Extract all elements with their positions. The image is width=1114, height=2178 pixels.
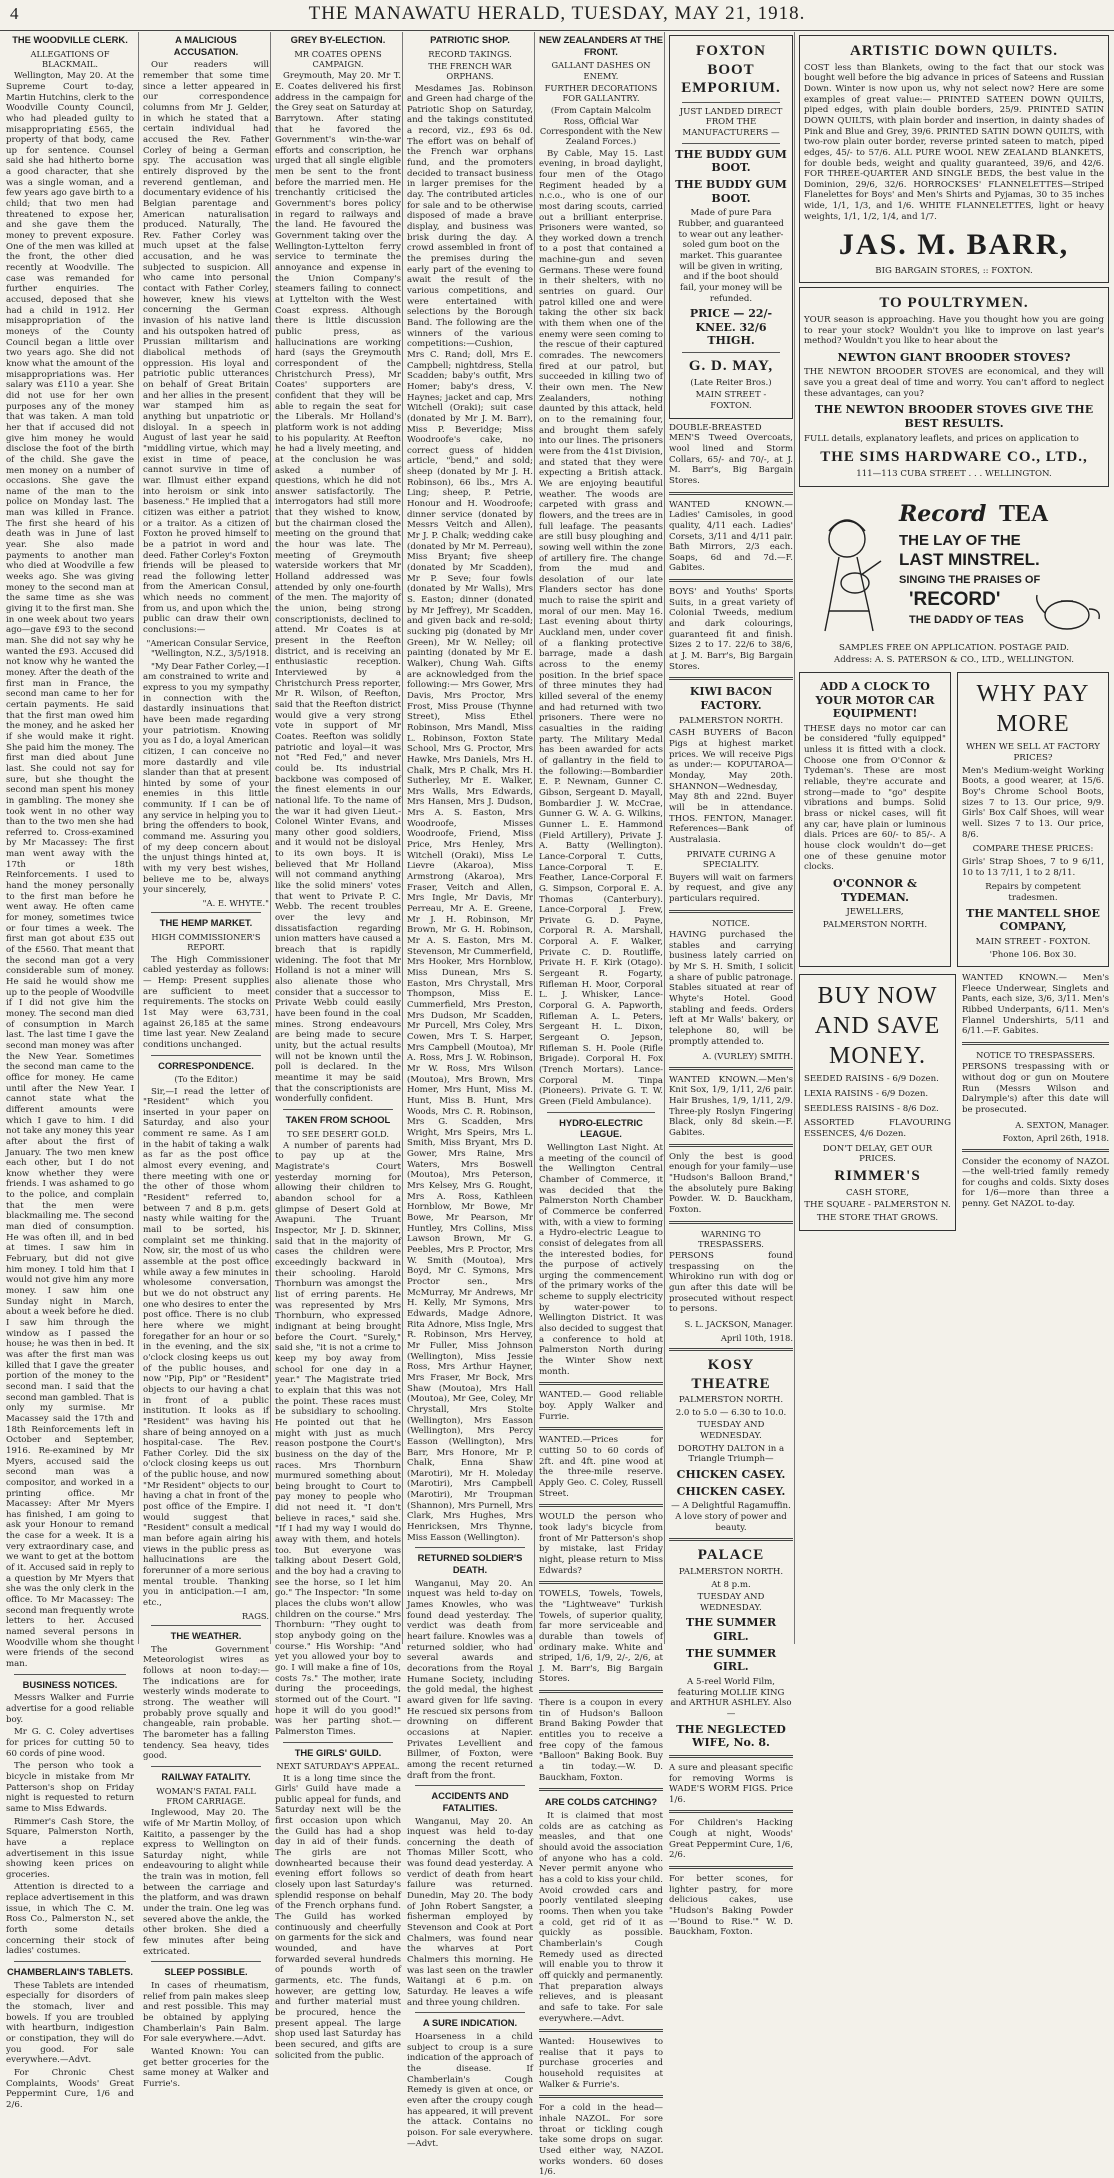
why-text: Men's Medium-weight Working Boots, a good wearer, at 15/6. Boy's Chrome School Boots, sizes 7 to 13. Our price, 9/9. Girls' Box Calf Shoes, will wear well. Sizes 7 to 13. Our price, 8/6. bbox=[962, 765, 1104, 840]
divider bbox=[151, 1961, 261, 1962]
business-notice: Mr G. C. Coley advertises for prices for cutting 50 to 60 cords of pine wood. bbox=[6, 1727, 134, 1759]
article-grey-body: Greymouth, May 20. Mr T. E. Coates delivered his first address in the campaign for the Grey seat on Saturday at Barrytown. After stating that he favored the Government's win-the-war efforts and conscription, he urged that all single eligible men be sent to the front before the married men. He trenchantly criticised the Government's bores policy in regard to railways and the land. He favoured the Government taking over the Wellington-Lyttelton ferry service to terminate the annoyance and expense in the Union Company's steamers failing to connect at Lyttelton with the West Coast express. Although there is little discussion public press, as hallucinations are working hard (says the Greymouth correspondent of the Christchurch Press), Mr Coates' supporters are confident that they will be able to regain the seat for the Liberals. Mr Holland's platform work is not adding to his popularity. At Reefton he had a lively meeting, and at the conclusion he was asked a number of questions, which he did not answer satisfactorily. The interrogators had still more that they wished to know, but the chairman closed the meeting on the ground that the hour was late. The meeting of Greymouth waterside workers that Mr Holland addressed was attended by only one-fourth of the men. The majority of the union, being strong conscriptionists, declined to attend. Mr Coates is at present in the Reefton district, and is receiving an enthusiastic reception. Interviewed by a Christchurch Press reporter, Mr R. Wilson, of Reefton, said that the Reefton district would give a very strong vote in support of Mr Coates. Reefton was solidly patriotic and loyal—it was not "Red Fed," and never could be. Its industrial backbone was composed of the finest elements in our national life. To the name of the war it had given Lieut.-Colonel Winter Evans, and many other good soldiers, and it would not be disloyal to its own boys. It is believed that Mr Holland will not command anything like the solid miners' votes that went to Private P. C. Webb. The recent troubles over the levy and dissatisfaction regarding union matters have caused a breach that is rapidly widening. The foot that Mr Holland is not a miner will also alienate those who consider that a successor to Private Webb could easily have been found in the coal mines. Strong endeavours are being made to secure unity, but the actual results will not be known until the poll is declared. In the meantime it may be said that the conscriptionists are wonderfully confident. bbox=[275, 71, 401, 1105]
consul-letter-signature: "A. E. WHYTE." bbox=[202, 898, 269, 909]
may-address: MAIN STREET - FOXTON. bbox=[695, 390, 767, 411]
poultry-title: TO POULTRYMEN. bbox=[879, 295, 1029, 312]
divider bbox=[539, 1581, 663, 1584]
article-soldier-body: Wanganui, May 20. An inquest was held to-day on James Knowles, who was found dead yesterday. The verdict was death from heart failure. Knowles was a returned soldier, who had several awards and decorations from the Royal Humane Society, including the gold medal, the highest award given for life saving. He rescued six persons from drowning on different occasions at Napier. Privates Levellient and Billmer, of Foxton, were among the recent returned draft from the front. bbox=[407, 1578, 533, 1781]
divider bbox=[669, 1221, 793, 1224]
ad-foxton-boot-emporium bbox=[669, 35, 793, 419]
clock-title: ADD A CLOCK TO YOUR MOTOR CAR EQUIPMENT! bbox=[815, 679, 935, 721]
raisin-price-value: - 8/6 Doz. bbox=[897, 1103, 939, 1114]
kiwi-bacon-text: CASH BUYERS of Bacon Pigs at highest market prices. We will receive Pigs as under:— KOPUTAROA—Monday, May 20th. SHANNON—Wednesday, May 8th and 22nd. Buyer will be in attendance. THOS. FENTON, Manager. References—Bank of Australasia. bbox=[669, 728, 793, 845]
barr-title: JAS. M. BARR, bbox=[838, 228, 1070, 262]
raisin-price bbox=[804, 1089, 951, 1100]
article-colds-body: It is claimed that most colds are as catching as measles, and that one should avoid the association of anyone who has a cold. Never permit anyone who has a cold to kiss your child. Avoid crowded cars and poorly ventilated sleeping rooms. Then when you take a cold, get rid of it as quickly as possible. Chamberlain's Cough Remedy used as directed will enable you to throw it off quickly and permanently. That preparation always relieves, and is pleasant and safe to take. For sale everywhere.—Advt. bbox=[539, 1811, 663, 2024]
divider bbox=[151, 1055, 261, 1056]
kosy-theatre-film: CHICKEN CASEY. bbox=[676, 1468, 786, 1482]
raisin-price bbox=[804, 1104, 951, 1115]
chest-complaints-ad: For Chronic Chest Complaints, Woods' Great Peppermint Cure, 1/6 and 2/6. bbox=[6, 2067, 134, 2110]
mantell-address: MAIN STREET - FOXTON. bbox=[975, 936, 1091, 947]
raisin-price-value: - 6/9 Dozen. bbox=[886, 1074, 939, 1085]
trespass-signature: S. L. JACKSON, Manager. bbox=[684, 1319, 793, 1330]
ad-knit-sox: WANTED KNOWN.—Men's Knit Sox, 1/9, 1/11, 2/6 pair. Hair Brushes, 1/9, 1/11, 2/9. Three-ply Roslyn Fingering Black, only 8d skein.—F. Gabites. bbox=[669, 1074, 793, 1138]
divider bbox=[682, 352, 780, 353]
ad-rimmers bbox=[799, 974, 956, 1230]
page-number: 4 bbox=[10, 4, 19, 23]
consul-letter-body: "My Dear Father Corley,—I am constrained to write and express to you my sympathy in connection with the dastardly insinuations that have been made regarding your patriotism. Knowing you as I do, a loyal American citizen, I can conceive no more dastardly and vile slander than that at present hinted by some of your enemies in this little community. If I can be of any service in helping you to bring the offenders to book, command me. Assuring you of my deep concern about the unjust things hinted at, with my very best wishes, believe me to be, always your sincerely, bbox=[143, 661, 269, 896]
trespass-date: April 10th, 1918. bbox=[720, 1332, 793, 1343]
tea-brand: Record bbox=[899, 500, 987, 527]
article-correspondence-body: Sir,—I read the letter of "Resident" which you inserted in your paper on Saturday, and also your comment re same. As I am in the habit of taking a walk as far as the post office almost every evening, and there meeting with one or the other of those whom "Resident" referred to, between 7 and 8 p.m. gets nasty while waiting for the mail to be sorted, his complaint set me thinking. Now, sir, the most of us who assemble at the post office while away a few minutes in wholesome conversation, but we do not obstruct any one who desires to enter the post office. There is no club here where we might foregather for an hour or so in the evening, and the six o'clock closing keeps us out of the public houses, and now "Pip, Pip" or "Resident" objects to our having a chat in front of a public institution. It looks as if "Resident" was having his share of being annoyed on a hospital-case. The Rev. Father Corley. Did the six o'clock closing keeps us out of the public house, and now "Mr Resident" objects to our having a chat in front of the post office of the Empire. I would suggest that "Resident" consult a medical man before again airing his views in the public press as hallucinations are the forerunner of a more serious mental trouble. Thanking you in anticipation.—I am, etc., bbox=[143, 1086, 269, 1609]
divider bbox=[151, 1766, 261, 1767]
headline-trespassers: WARNING TO TRESPASSERS. bbox=[698, 1228, 764, 1249]
palace-title: PALACE bbox=[697, 1547, 765, 1564]
ad-towels: TOWELS, Towels, Towels, the "Lightweave" Turkish Towels, of superior quality, far more serviceable and durable than towels of ordinary make. White and striped, 1/6, 1/9, 2/-, 2/6, at J. M. Barr's, Big Bargain Stores. bbox=[539, 1589, 663, 1685]
business-notice: Rimmer's Cash Store, the Square, Palmerston North, have a replace advertisement in this issue showing keen prices on groceries. bbox=[6, 1816, 134, 1880]
divider bbox=[539, 1690, 663, 1693]
rimmers-motto: THE STORE THAT GROWS. bbox=[816, 1212, 939, 1223]
divider bbox=[962, 1149, 1109, 1152]
sims-hardware-title: THE SIMS HARDWARE CO., LTD., bbox=[820, 449, 1088, 466]
article-nz-front-body: By Cable, May 15. Last evening, in broad daylight, four men of the Otago Regiment headed by a n.c.o., who is one of our most daring scouts, carried out a brilliant enterprise. Prisoners were wanted, so they worked down a trench to a post that contained a machine-gun and seven Germans. These were found in their shelters, with no sentries on guard. Our patrol killed one and were taking the other six back with them when one of the enemy were seen coming to the rescue of their captured comrades. The newcomers fired at our patrol, but succeeded in killing two of their own men. The New Zealanders, nothing daunted by this attack, held on to the remaining four, and brought them safely into our lines. The prisoners were from the 41st Division, and stated that they were expecting a British attack. We are enjoying beautiful weather. The woods are carpeted with grass and flowers, and the trees are in full leafage. The peasants are still busy ploughing and sowing well within the zone of artillery fire. The change from the mud and desolation of our late Flanders sector has done much to raise the spirit and moral of our men. May 16. Last evening about thirty Auckland men, under cover of a flanking protective barrage, made a dash across to the enemy position. In the brief space of three minutes they had killed several of the enemy and had returned with two prisoners. There were no casualties in the raiding party. The Military Medal has been awarded for acts of gallantry in the field to the following:—Bombardier E. P. Newnam, Gunner C. Gibson, Sergeant D. Mayall, Bombardier J. W. McCrae, Gunner G. W. A. G. Wilkins, Gunner L. E. Hammond (Field Artillery), Private J. A. Batty (Wellington). Lance-Corporal T. Cutts, Lance-Corporal T. E. Feather, Lance-Corporal F. G. Simpson, Corporal E. A. Thomas (Canterbury). Lance-Corporal J. Frew, Private G. D. Payne, Corporal R. A. Marshall, Corporal A. F. Walker, Private C. D. Routliffe, Private H. F. Kirk (Otago). Sergeant R. Fogarty, Rifleman H. Moor, Corporal L. J. Whisker, Lance-Corporal G. A. Papworth, Rifleman A. L. Peters, Sergeant H. L. Dixon, Sergeant O. Jepson, Rifleman S. H. Poole (Rifle Brigade). Corporal H. Fox (Trench Mortars). Lance-Corporal M. Tinpa (Pioneers). Private G. T. W. Green (Field Ambulance). bbox=[539, 148, 663, 1107]
divider bbox=[151, 912, 261, 913]
trespass-2-signature: A. SEXTON, Manager. bbox=[1015, 1119, 1109, 1130]
article-patriotic-body: Mesdames Jas. Robinson and Green had charge of the Patriotic Shop on Saturday, and the takings constituted a record, viz., £93 6s 0d. The effort was on behalf of the French war orphans fund, and the promoters decided to transact business in larger premises for the day. The contributed articles for sale and to be otherwise disposed of made a brave display, and business was brisk during the day. A crowd assembled in front of the premises during the early part of the evening to await the result of the various competitions, and were entertained with selections by the Borough Band. The following are the winners of the various competitions:—Cushion, Mrs C. Rand; doll, Mrs E. Campbell; nightdress, Stella Scadden; baby's outfit, Mrs Homer; baby's dress, V. Haynes; jacket and cap, Mrs Witchell (Oraki); suit case (donated by Mr J. M. Barr), Miss P. Beveridge; Miss Woodroofe's cake, no correct guess of hidden article, "bend," and sold; sheep (donated by Mr J. H. Robinson), 66 lbs., Mrs A. Ling; sheep, P. Petrie, Honour and H. Woodroofe; dinner service (donated by Messrs Veitch and Allen), Mr J. P. Chalk; wedding cake (donated by Mr M. Perreau), Miss Bryant; five sheep (donated by Mr Scadden), Mr P. Seve; four fowls (donated by Mr Walls), Mrs S. Easton; dinner (donated by Mr Jeffrey), Mr Scadden, and given back and re-sold; sucking pig (donated by Mr Green), Mr W. Nelley; oil painting (donated by Mr E. Walker), Chung Wah. Gifts are acknowledged from the following:— Mrs Gower, Mrs Davis, Mrs Proctor, Mrs Frost, Miss Prouse (Thynne Street), Miss Ethel Robinson, Mrs Mandl, Miss L. Robinson, Foxton State School, Mrs G. Proctor, Mrs Hawke, Mrs Daniels, Mrs H. Chalk, Mrs P. Chalk, Mrs H. Sutherley, Mr E. Walker, Mrs Walls, Mrs Edwards, Mrs Hansen, Mrs J. Dudson, Mrs A. S. Easton, Mrs Woodroofe, Misses Woodroofe, Friend, Miss Price, Mrs Henley, Mrs Witchell (Oraki), Miss Le Lievre (Akaroa), Miss Armstrong (Akaroa), Mrs Fraser, Veitch and Allen, Mrs Ingle, Mr Davis, Mr Perreau, Mr A. E. Greene, Mr J. H. Robinson, Mr Brown, Mr G. H. Robinson, Mr A. S. Easton, Mrs M. Stevenson, Mr Cummerfield, Mrs Hooker, Mrs Hornblow, Miss Dunean, Mrs S. Easton, Mrs Chrystall, Mrs Thompson, Miss E. Cummerfield, Mrs Preston, Mrs Dudson, Mr Scadden, Mr Purcell, Mrs Coley, Mrs Cowen, Mrs T. S. Harper, Mrs Campbell (Moutoa), Mr A. Ross, Mrs J. W. Robinson, Mr W. Ross, Mrs Wilson (Moutoa), Mrs Brown, Mrs Homer, Mrs Hunt, Miss M. Hunt, Miss B. Hunt, Mrs Woods, Mrs C. R. Robinson, Mrs G. Scadden, Mrs Wright, Mrs Speirs, Mrs L. Smith, Miss Bryant, Mrs D. Gower, Mrs Raine, Mrs Waters, Mrs Boswell (Moutoa), Mrs Peterson, Mrs Kelsey, Mrs G. Rought, Mrs A. Ross, Kathleen Hornblow, Mr Bowe, Mr Bowe, Mr Pearson, Mr Huntley, Mrs Collins, Miss Lawson Brown, Mr G. Peebles, Mrs P. Proctor, Mrs W. Smith (Moutoa), Mrs Boyd, Mr C. Symons, Mrs Proctor sen., Mrs McMurray, Mr Andrews, Mr H. Kelly, Mr Symons, Mrs Edwards, Madge Adnore, Rita Adnore, Miss Ingle, Mrs R. Robinson, Mrs Hervey, Mr Fuller, Miss Johnson (Wellington), Miss Jessie Ross, Mrs Arthur Hayner, Mrs Fraser, Mr Bock, Mrs Shaw (Moutoa), Mrs Hall (Moutoa), Mr Gee, Coley, Mr Chrystall, Mrs Stolte (Wellington), Mrs Easson (Wellington), Mrs Percy Easson (Wellington), Mrs Barr, Mrs Honore, Mr P. Chalk, Enna Shaw (Marotiri), Mr H. Moleday (Marotiri), Mrs Campbell (Marotiri), Mr Troupman (Shannon), Mrs Purnell, Mrs Clark, Mrs Hughes, Mrs Henricksen, Mrs Thynne, Miss Easson (Wellington). bbox=[407, 83, 533, 1543]
divider bbox=[539, 1427, 663, 1430]
palace-place: PALMERSTON NORTH. bbox=[678, 1566, 784, 1577]
consul-letter-heading: "American Consular Service, "Wellington, N.Z., 3/5/1918. bbox=[146, 637, 269, 659]
trespass-text: PERSONS found trespassing on the Whirokino run with dog or gun after this date will be prosecuted without respect to persons. bbox=[669, 1251, 793, 1315]
kiwi-bacon-wait: Buyers will wait on farmers by request, and give any particulars required. bbox=[669, 872, 793, 905]
raisin-item: SEEDED RAISINS bbox=[804, 1074, 884, 1085]
article-malicious-body: Our readers will remember that some time since a letter appeared in our correspondence columns from Mr J. Gelder, in which he stated that a certain individual had accused the Rev. Father Corley of being a German spy. The accusation was entirely disproved by the reverend gentleman, and documentary evidence of his Belgian parentage and American naturalisation produced. Naturally, The Rev. Father Corley was much upset at the false accusation, and he was subjected to suspicion. All who came into personal contact with Father Corley, however, knew his views concerning the German invasion of his native land and his outspoken hatred of Prussian militarism and diabolical methods of oppression. His loyal and patriotic public utterances on behalf of Great Britain and her allies in the present war stamped him as anything but unpatriotic or disloyal. In a speech in August of last year he said "middling virtue, which may exist in time of peace, cannot survive in time of war. Illmust either expand into heroism or sink into baseness." He implied that a citizen was either a patriot or a traitor. As a citizen of Foxton he proved himself to be a patriot in word and deed. Father Corley's Foxton friends will be pleased to read the following letter from the American Consul, which needs no comment from us, and upon which the public can draw their own conclusions:— bbox=[143, 60, 269, 636]
divider bbox=[669, 1538, 793, 1541]
headline-sure-indication: A SURE INDICATION. bbox=[422, 2017, 518, 2029]
divider bbox=[14, 1674, 126, 1675]
headline-sleep-possible: SLEEP POSSIBLE. bbox=[164, 1966, 248, 1978]
mantell-title: THE MANTELL SHOE COMPANY, bbox=[966, 906, 1100, 934]
may-late: (Late Reiter Bros.) bbox=[690, 377, 772, 388]
ad-overcoats: DOUBLE-BREASTED MEN'S Tweed Overcoats, wool lined and Storm Collars, 65/- and 70/-, at J. M. Barr's, Big Bargain Stores. bbox=[669, 422, 793, 486]
article-railway-body: Inglewood, May 20. The wife of Mr Martin Molloy, of Kaitito, a passenger by the express to Wellington on Saturday night, while endeavouring to alight while the train was in motion, fell between the carriage and the platform, and was drawn under the train. One leg was severed above the ankle, the other broken. She died a few minutes after being extricated. bbox=[143, 1808, 269, 1957]
subhead-war-orphans: THE FRENCH WAR ORPHANS. bbox=[428, 60, 512, 82]
divider bbox=[669, 677, 793, 680]
divider bbox=[669, 1866, 793, 1869]
ad-housewives: Wanted: Housewives to realise that it pays to purchase groceries and household requisites at Walker & Furrie's. bbox=[539, 2037, 663, 2090]
column-4 bbox=[402, 32, 535, 2149]
headline-railway-fatality: RAILWAY FATALITY. bbox=[161, 1770, 251, 1782]
record-tea-illustration bbox=[799, 491, 1109, 641]
subhead-decorations: FURTHER DECORATIONS FOR GALLANTRY. bbox=[544, 82, 658, 104]
tea-line-1: THE LAY OF THE bbox=[899, 531, 1021, 549]
article-woodville-body: Wellington, May 20. At the Supreme Court to-day, Martin Hutchins, clerk to the Woodville County Council, who had pleaded guilty to misappropriating £565, the property of that body, came up for sentence. Counsel said she had hitherto borne a good character, that she was a single woman, and a few years ago gave birth to a child; that two men had threatened to expose her, and she gave them the money to prevent exposure. One of the men was killed at the front, the other died recently at Woodville. The case was remanded for further enquiries. The accused, deposed that she had a child in 1912. Her misappropriation of the moneys of the County Council began a little over two years ago. She did not know what the amount of the misappropriations was. Her salary was £110 a year. She did not use for her own purposes any of the money that was taken. A man told her that if accused did not give him money he would disclose the foot of the birth of the child. She gave the men money on a number of occasions. She gave the name of the man to the police on Monday last. The man was killed in France. The first she heard of his death was in June of last year. She also made payments to another man who died at Woodville a few weeks ago. She was giving money to the second man at the same time as she was giving it to the first man. She in one week about two years ago—gave £93 to the second man. She did not say why he wanted the £93. Accused did not know why he wanted the money. After the death of the first man in France, the second man came to her for certain payments. He said that the first man owed him the money, and he asked her if she would make it right. She paid him the money. The first man died about June last. She could not say for sure, but she thought the second man spent his money in gambling. The money she took went in no other way than to the two men she had referred to. Cross-examined by Mr Macassey: The first man went away with the 17th or 18th Reinforcements. I used to hand the money personally to the first man before he went away. He often came for money, sometimes twice or four times a week. The first man got about £35 out of the £560. That meant that the second man got a very considerable sum of money. He said he would show me up to the people of Woodville if I did not give him the money. The second man died of consumption in March last. The last time I gave the second man money was after the New Year. Sometimes the second man came to the office for money. He came until after the New Year. I cannot state what the different amounts were which I gave to him. I did not take any money this year after about the first of January. The two men knew each other, but I do not know whether they were friends. I was ashamed to go to the police, and complain that the men were blackmailing me. The second man died of consumption. He was often ill, and in bed at times. I saw him in February, but did not give him money. I told him that I would not give him any more money. I saw him one Sunday night in March, about a week before he died. I saw him through the window as I passed the house; he was then in bed. It was after the first man was killed that I gave the greater portion of the money to the second man. I said that the second man gambled. That is only my surmise. Mr Macassey said the 17th and 18th Reinforcements left in October and September, 1916. Re-examined by Mr Myers, accused said the second man was a compositor, and worked in a printing office. Mr Macassey: After Mr Myers has finished, I am going to ask your Honour to remand the case for a week. It is a very extraordinary case, and we want to get at the bottom of it. Accused said in reply to a question by Mr Myers that she was the only clerk in the office. To Mr Macassey: The second man frequently wrote letters to her. Accused named several persons in Woodville whom she thought were friends of the second man. bbox=[6, 71, 134, 1669]
divider bbox=[539, 1382, 663, 1385]
why-repairs: Repairs by competent tradesmen. bbox=[985, 882, 1081, 903]
divider bbox=[669, 1810, 793, 1813]
divider bbox=[151, 1625, 261, 1626]
headline-weather: THE WEATHER. bbox=[170, 1630, 242, 1642]
divider bbox=[669, 1144, 793, 1147]
ad-motor-clock bbox=[799, 672, 951, 967]
boot-emporium-price: PRICE — 22/- KNEE. 32/6 THIGH. bbox=[689, 307, 773, 348]
headline-accidents: ACCIDENTS AND FATALITIES. bbox=[431, 1790, 509, 1813]
rimmers-address: THE SQUARE - PALMERSTON N. bbox=[804, 1200, 951, 1211]
article-accidents-body: Wanganui, May 20. An inquest was held to-day concerning the death of Thomas Miller Scott, who was found dead yesterday. A verdict of death from heart failure was returned. Dunedin, May 20. The body of John Robert Sangster, a fisherman employed by Stevenson and Cook at Port Chalmers, was found near the wharves at Port Chalmers this morning. He was last seen on the trawler Waitangi at 6 p.m. on Saturday. He leaves a wife and three young children. bbox=[407, 1816, 533, 2008]
clock-place: PALMERSTON NORTH. bbox=[822, 919, 928, 930]
kosy-theatre-film: CHICKEN CASEY. bbox=[676, 1484, 786, 1498]
subhead-allegations: ALLEGATIONS OF BLACKMAIL. bbox=[30, 48, 110, 69]
notice-stables-signature: A. (VURLEY) SMITH. bbox=[702, 1051, 793, 1062]
article-girls-guild-body: It is a long time since the Girls' Guild have made a public appeal for funds, and Saturday next will be the first occasion upon which the Guild has had a shop day in aid of their funds. The girls are not downhearted because their evening effort follows so closely upon last Saturday's splendid response on behalf of the French orphans fund. The Guild has worked continuously and cheerfully on garments for the sick and wounded, and have forwarded several hundreds of pounds worth of garments, etc. The funds, however, are getting low, and further material must be procured, hence the present appeal. The large shop used last Saturday has been secured, and gifts are solicited from the public. bbox=[275, 1773, 401, 2061]
ad-wanted-pine: WANTED.—Prices for cutting 50 to 60 cords of 2ft. and 4ft. pine wood at the three-mile reserve. Apply Geo. C. Coley, Russell Street. bbox=[539, 1435, 663, 1499]
newspaper-title: THE MANAWATU HERALD, TUESDAY, MAY 21, 1918. bbox=[308, 3, 806, 24]
masthead bbox=[0, 0, 1114, 31]
palace-film: THE SUMMER GIRL. bbox=[685, 1616, 777, 1644]
kiwi-bacon-curing: PRIVATE CURING A SPECIALITY. bbox=[686, 849, 776, 871]
ad-worm-figs: A sure and pleasant specific for removing Worms is WADE'S WORM FIGS. Price 1/6. bbox=[669, 1762, 793, 1805]
headline-notice: NOTICE. bbox=[712, 917, 750, 928]
ads-row bbox=[799, 669, 1109, 971]
headline-trespassers-2: NOTICE TO TRESPASSERS. bbox=[976, 1050, 1095, 1061]
subhead-to-editor: (To the Editor.) bbox=[174, 1074, 238, 1085]
clock-firm: O'CONNOR & TYDEMAN. bbox=[833, 876, 917, 904]
divider bbox=[283, 1742, 393, 1743]
business-notice: Attention is directed to a replace advertisement in this issue, in which The C. M. Ross Co., Palmerston N., set forth some details concerning their stock of ladies' costumes. bbox=[6, 1882, 134, 1957]
why-title: WHY PAY MORE bbox=[976, 680, 1090, 737]
trespass-2-date: Foxton, April 26th, 1918. bbox=[1002, 1133, 1109, 1144]
headline-chamberlains-tablets: CHAMBERLAIN'S TABLETS. bbox=[6, 1966, 133, 1978]
correspondence-signature: RAGS. bbox=[241, 1610, 269, 1621]
column-2 bbox=[138, 32, 271, 2089]
ads-row-bottom bbox=[799, 971, 1109, 1234]
divider bbox=[962, 1042, 1109, 1045]
subhead-saturday-appeal: NEXT SATURDAY'S APPEAL. bbox=[276, 1761, 400, 1772]
ad-why-pay-more bbox=[957, 672, 1109, 967]
column-1 bbox=[6, 32, 136, 2110]
ad-nazol-2: Consider the economy of NAZOL—the well-tried family remedy for coughs and colds. Sixty doses for 1/6—more than three a penny. Get NAZOL to-day. bbox=[962, 1156, 1109, 1210]
sims-hardware-address: 111—113 CUBA STREET . . . WELLINGTON. bbox=[856, 468, 1052, 479]
boot-emporium-landed: JUST LANDED DIRECT FROM THE MANUFACTURERS — bbox=[679, 106, 783, 139]
rimmers-subtitle: CASH STORE, bbox=[845, 1187, 910, 1198]
headline-new-zealanders-front: NEW ZEALANDERS AT THE FRONT. bbox=[539, 34, 663, 57]
article-school-body: A number of parents had to pay up at the Magistrate's Court yesterday morning for allowing their children to abandon school for a glimpse of Desert Gold at Awapuni. The Truant Inspector, Mr J. D. Skinner, said that in the majority of cases the children were exceedingly backward in their schooling. Harold Thornburn was amongst the list of erring parents. He was represented by Mrs Thornburn, who expressed indignant at being brought before the Court. "Surely," said she, "it is not a crime to keep my boy away from school for one day in a year." The Magistrate tried to explain that this was not the point. These races must be subsidiary to schooling. He pointed out that he might with just as much reason postpone the Court's business on the day of the races. Mrs Thornburn murmured something about being brought to Court to pay money to people who did not need it. "I don't believe in races," said she. "If I had my way I would do away with them, and hotels too. But everyone was talking about Desert Gold, and the boy had a craving to see the horse, so I let him go." The Inspector: "In some places the clubs won't allow children on the course." Mrs Thornburn: "They ought to stop anybody going on the course." His Worship: "And yet you allowed your boy to go. I will make a fine of 10s, costs 7s." The mother, irate during the proceedings, stormed out of the Court. "I hope it will do you good!" was her parting shot.—Palmerston Times. bbox=[275, 1140, 401, 1737]
ad-poultrymen bbox=[799, 287, 1109, 486]
tea-line-5: THE DADDY OF TEAS bbox=[909, 613, 1024, 626]
divider bbox=[669, 579, 793, 582]
divider bbox=[283, 1109, 393, 1110]
raisin-item: LEXIA RAISINS bbox=[804, 1089, 874, 1100]
divider bbox=[415, 2012, 525, 2013]
barr-subtitle: BIG BARGAIN STORES, :: FOXTON. bbox=[875, 265, 1033, 276]
clock-text: THESE days no motor car can be considered "fully equipped" unless it is fitted with a clock. Choose one from O'Connor & Tydeman's. These are most reliable, they're accurate and strong—made to "go" despite vibrations and bumps. Solid brass or nickel cases, will fit any car, have plain or luminous dials. Prices are 60/- to 85/-. A house clock wouldn't do—get one of these genuine motor clocks. bbox=[804, 723, 946, 873]
why-compare: COMPARE THESE PRICES: bbox=[972, 844, 1094, 855]
why-strap: Girls' Strap Shoes, 7 to 9 6/11, 10 to 13 7/11, 1 to 2 8/11. bbox=[962, 856, 1104, 878]
kosy-theatre-days: TUESDAY AND WEDNESDAY. bbox=[697, 1420, 765, 1442]
divider bbox=[669, 1755, 793, 1758]
quilts-text: COST less than Blankets, owing to the fact that our stock was bought well before the big advance in prices of Sateens and Russian Down. Winter is now upon us, why not select now? Here are some examples of great value:— PRINTED SATEEN DOWN QUILTS, piped edges, with plain double borders, 25/9. PRINTED SATIN DOWN QUILTS, with plain border and insertion, in dainty shades of Pink and Blue and Grey, 39/6. PRINTED SATIN DOWN QUILTS, with two-row plain outer border, reverse printed sateen to match, piped edges, 45/- to 57/6. ALL PURE WOOL NEW ZEALAND BLANKETS, for double beds, weight and quality guaranteed, 39/6, and 42/6. FOR THREE-QUARTER AND SINGLE BEDS, the best value in the Dominion, 29/6, 32/6. HORROCKSES' FLANNELETTES—Striped Flanelettes for Boys' and Men's Shirts and Pyjamas, 30 to 35 inches wide, 1/1, 1/3, and 1/6. WHITE FLANNELETTES, light or heavy weights, 1/1, 1/2, 1/4, and 1/7. bbox=[804, 62, 1104, 222]
subhead-hemp: HIGH COMMISSIONER'S REPORT. bbox=[151, 932, 261, 953]
kosy-theatre-star: DOROTHY DALTON in a Triangle Triumph— bbox=[677, 1443, 785, 1465]
teapot-icon bbox=[1037, 595, 1100, 629]
ad-nazol: For a cold in the head—inhale NAZOL. For sore throat or tickling cough take some drops on sugar. Used either way, NAZOL works wonders. 60 doses 1/6. bbox=[539, 2103, 663, 2178]
headline-malicious-accusation: A MALICIOUS ACCUSATION. bbox=[173, 34, 239, 57]
boot-emporium-product: THE BUDDY GUM BOOT. bbox=[675, 178, 787, 205]
ad-wanted-boy: WANTED.— Good reliable boy. Apply Walker and Furrie. bbox=[539, 1390, 663, 1422]
ad-bicycle: WOULD the person who took lady's bicycle from front of Mr Patterson's shop by mistake, last Friday night, please return to Miss Edwards? bbox=[539, 1512, 663, 1576]
kosy-theatre-title: KOSY THEATRE bbox=[691, 1356, 771, 1392]
business-notice: The person who took a bicycle in mistake from Mr Patterson's shop on Friday night is requested to return same to Miss Edwards. bbox=[6, 1761, 134, 1814]
headline-hydro-electric: HYDRO-ELECTRIC LEAGUE. bbox=[559, 1116, 643, 1140]
divider bbox=[682, 143, 780, 144]
headline-taken-from-school: TAKEN FROM SCHOOL bbox=[285, 1113, 391, 1125]
mantell-phone: 'Phone 106. Box 30. bbox=[989, 949, 1077, 960]
tea-line-2: LAST MINSTREL. bbox=[899, 549, 1040, 569]
kiwi-bacon-title: KIWI BACON FACTORY. bbox=[689, 685, 773, 712]
palace-film: THE SUMMER GIRL. bbox=[685, 1646, 777, 1674]
article-weather-body: The Government Meteorologist wires as follows at noon to-day:— The indications are for westerly winds moderate to strong. The weather will probably prove squally and changeable, rain probable. The barometer has a falling tendency. Sea heavy, tides good. bbox=[143, 1644, 269, 1762]
divider bbox=[547, 1112, 655, 1113]
headline-grey-by-election: GREY BY-ELECTION. bbox=[290, 34, 386, 45]
article-hydro-body: Wellington Last Night. At a meeting of the council of the Wellington Central Chamber of Commerce, it was decided that the Palmerston North Chamber of Commerce be conferred with, with a view to forming a Hydro-electric League to consist of delegates from all the interested bodies, for the purpose of actively urging the commencement of the primary works of the scheme to supply electricity by water-power to Wellington District. It was also decided to suggest that a conference to hold at Palmerston North during the Winter Show next month. bbox=[539, 1142, 663, 1377]
palace-film: THE NEGLECTED WIFE, No. 8. bbox=[676, 1722, 786, 1750]
headline-soldiers-death: RETURNED SOLDIER'S DEATH. bbox=[417, 1552, 523, 1576]
column-7 bbox=[794, 32, 1109, 1644]
headline-business-notices: BUSINESS NOTICES. bbox=[22, 1678, 118, 1690]
rimmers-title: RIMMER'S bbox=[834, 1168, 921, 1184]
column-5 bbox=[534, 32, 665, 2178]
headline-colds-catching: ARE COLDS CATCHING? bbox=[544, 1796, 658, 1808]
divider bbox=[539, 2095, 663, 2098]
subhead-correspondent: (From Captain Malcolm Ross, Official War Correspondent with the New Zealand Forces.) bbox=[539, 105, 663, 147]
may-name: G. D. MAY, bbox=[688, 358, 774, 375]
minstrel-figure bbox=[825, 520, 881, 631]
divider bbox=[415, 1547, 525, 1548]
boot-emporium-title: FOXTON BOOT EMPORIUM. bbox=[681, 43, 781, 97]
divider bbox=[14, 1961, 126, 1962]
poultry-text: YOUR season is approaching. Have you thought how you are going to rear your stock? Wouldn't you like to improve on last year's method? Wouldn't you like to hear about the bbox=[804, 314, 1104, 347]
ad-scones: For better scones, for lighter pastry, for more delicious cakes, use "Hudson's Baking Powder—'Bound to Rise.'" W. D. Bauckham, Foxton. bbox=[669, 1874, 793, 1938]
ad-coupon: There is a coupon in every tin of Hudson's Balloon Brand Baking Powder that entitles you to receive a free copy of the famous "Balloon" Baking Book. Buy a tin today.—W. D. Bauckham, Foxton. bbox=[539, 1698, 663, 1783]
headline-correspondence: CORRESPONDENCE. bbox=[158, 1059, 254, 1071]
palace-days: TUESDAY AND WEDNESDAY. bbox=[697, 1592, 765, 1613]
subhead-desert-gold: TO SEE DESERT GOLD. bbox=[286, 1128, 390, 1139]
ad-hudson-powder: Only the best is good enough for your family—use "Hudson's Balloon Brand," the absolutely pure Baking Powder. W. D. Bauckham, Foxton. bbox=[669, 1151, 793, 1215]
article-hemp-body: The High Commissioner cabled yesterday as follows:— Hemp: Present supplies are sufficient to meet requirements. The stocks on 1st May were 63,731, against 26,185 at the same time last year. New Zealand conditions unchanged. bbox=[143, 954, 269, 1050]
trespass-2-text: PERSONS trespassing with or without dog or gun on Moutere Run (Messrs Wilson and Dalrymple's) after this date will be prosecuted. bbox=[962, 1062, 1109, 1115]
boot-emporium-description: Made of pure Para Rubber, and guaranteed to wear out any leather-soled gum boot on the market. This guarantee will be given in writing, and if the boot should fail, your money will be refunded. bbox=[678, 208, 784, 304]
subhead-coates: MR COATES OPENS CAMPAIGN. bbox=[294, 48, 382, 69]
article-chamberlains-body: These Tablets are intended especially for disorders of the stomach, liver and bowels. If you are troubled with heartburn, indigestion or constipation, they will do you good. For sale everywhere.—Advt. bbox=[6, 1980, 134, 2066]
divider bbox=[539, 1788, 663, 1791]
divider bbox=[539, 1504, 663, 1507]
ad-fleece-underwear: WANTED KNOWN.— Men's Fleece Underwear, Singlets and Pants, each size, 3/6, 3/11. Men's Ribbed Underpants, 6/11. Men's Flannel Undershirts, 5/11 and 6/11.—F. Gabites. bbox=[962, 973, 1109, 1037]
ad-artistic-quilts bbox=[799, 35, 1109, 283]
tea-address: Address: A. S. PATERSON & CO., LTD., WELLINGTON. bbox=[834, 655, 1074, 666]
clock-jewellers: JEWELLERS, bbox=[846, 907, 904, 918]
notice-stables-text: HAVING purchased the stables and carrying business lately carried on by Mr S. H. Smith, I solicit a share of public patronage. Stables situated at rear of Whyte's Hotel. Good stabling and feeds. Orders left at Mr Walls' bakery, or telephone 80, will be promptly attended to. bbox=[669, 930, 793, 1047]
tea-samples: SAMPLES FREE ON APPLICATION. POSTAGE PAID. bbox=[838, 642, 1070, 653]
column-3 bbox=[270, 32, 403, 2061]
ads-stack bbox=[962, 971, 1109, 1234]
kosy-theatre-description: — A Delightful Ragamuffin. A love story of power and beauty. bbox=[671, 1501, 791, 1533]
ad-hacking-cough: For Children's Hacking Cough at night, Woods' Great Peppermint Cure, 1/6, 2/6. bbox=[669, 1818, 793, 1861]
subhead-gallant-dashes: GALLANT DASHES ON ENEMY. bbox=[551, 60, 651, 81]
divider bbox=[669, 1067, 793, 1070]
kosy-theatre-place: PALMERSTON NORTH. bbox=[678, 1395, 784, 1406]
ad-camisoles: WANTED KNOWN.— Ladies' Camisoles, in good quality, 4/11 each. Ladies' Corsets, 3/11 and 4/11 pair. Bath Mirrors, 2/3 each. Soaps, 6d and 7d.—F. Gabites. bbox=[669, 499, 793, 574]
kiwi-bacon-place: PALMERSTON NORTH. bbox=[678, 715, 784, 726]
palace-time: At 8 p.m. bbox=[711, 1579, 751, 1590]
poultry-text-3: FULL details, explanatory leaflets, and prices on application to bbox=[804, 433, 1079, 444]
palace-description: A 5-reel World Film, featuring MOLLIE KING and ARTHUR ASHLEY. Also— bbox=[670, 1676, 792, 1719]
boot-emporium-product: THE BUDDY GUM BOOT. bbox=[675, 147, 787, 175]
divider bbox=[539, 2029, 663, 2032]
tea-word: TEA bbox=[999, 500, 1049, 527]
raisin-item: SEEDLESS RAISINS bbox=[804, 1103, 895, 1114]
headline-girls-guild: THE GIRLS' GUILD. bbox=[294, 1746, 382, 1758]
ad-sports-suits: BOYS' and Youths' Sports Suits, in a great variety of Colonial Tweeds, medium and dark colourings, guaranteed fit and finish. Sizes 2 to 17. 22/6 to 38/6, at J. M. Barr's, Big Bargain Stores. bbox=[669, 587, 793, 672]
groceries-notice: Wanted Known: You can get better groceries for the same money at Walker and Furrie's. bbox=[143, 2046, 269, 2089]
divider bbox=[669, 492, 793, 495]
subhead-record-takings: RECORD TAKINGS. bbox=[428, 48, 512, 59]
raisin-price-value: - 6/9 Dozen. bbox=[875, 1089, 929, 1100]
divider bbox=[669, 910, 793, 913]
subhead-railway: WOMAN'S FATAL FALL FROM CARRIAGE. bbox=[156, 1785, 256, 1806]
article-indication-body: Hoarseness in a child subject to croup is a sure indication of the approach of the disease. If Chamberlain's Cough Remedy is given at once, or even after the croupy cough has appeared, it will prevent the attack. Contains no poison. For sale everywhere.—Advt. bbox=[407, 2031, 533, 2149]
dont-delay: DON'T DELAY, GET OUR PRICES. bbox=[822, 1143, 933, 1165]
divider bbox=[669, 1348, 793, 1351]
poultry-product-2: THE NEWTON BROODER STOVES GIVE THE BEST RESULTS. bbox=[814, 403, 1094, 431]
business-notice: Messrs Walker and Furrie advertise for a good reliable boy. bbox=[6, 1693, 134, 1725]
kosy-theatre-times: 2.0 to 5.0 — 6.30 to 10.0. bbox=[675, 1407, 787, 1418]
poultry-product: NEWTON GIANT BROODER STOVES? bbox=[837, 350, 1071, 364]
quilts-title: ARTISTIC DOWN QUILTS. bbox=[850, 43, 1058, 59]
divider bbox=[415, 1785, 525, 1786]
ad-record-tea bbox=[799, 491, 1109, 666]
column-6 bbox=[664, 32, 795, 1938]
raisin-price bbox=[804, 1074, 951, 1085]
headline-patriotic-shop: PATRIOTIC SHOP. bbox=[430, 34, 510, 45]
buy-title: BUY NOW AND SAVE MONEY. bbox=[814, 983, 941, 1069]
tea-line-3: SINGING THE PRAISES OF bbox=[899, 573, 1041, 586]
why-subtitle: WHEN WE SELL AT FACTORY PRICES? bbox=[966, 742, 1100, 764]
poultry-text-2: THE NEWTON BROODER STOVES are economical, and they will save you a great deal of time and worry. You can't afford to neglect these advantages, can you? bbox=[804, 367, 1104, 399]
divider bbox=[682, 102, 780, 103]
tea-line-4: 'RECORD' bbox=[909, 588, 1001, 610]
article-sleep-body: In cases of rheumatism, relief from pain makes sleep and rest possible. This may be obtained by applying Chamberlain's Pain Balm. For sale everywhere.—Advt. bbox=[143, 1981, 269, 2045]
headline-hemp-market: THE HEMP MARKET. bbox=[159, 917, 253, 929]
headline-woodville-clerk: THE WOODVILLE CLERK. bbox=[12, 34, 128, 45]
essences: ASSORTED FLAVOURING ESSENCES, 4/6 Dozen. bbox=[804, 1118, 951, 1140]
